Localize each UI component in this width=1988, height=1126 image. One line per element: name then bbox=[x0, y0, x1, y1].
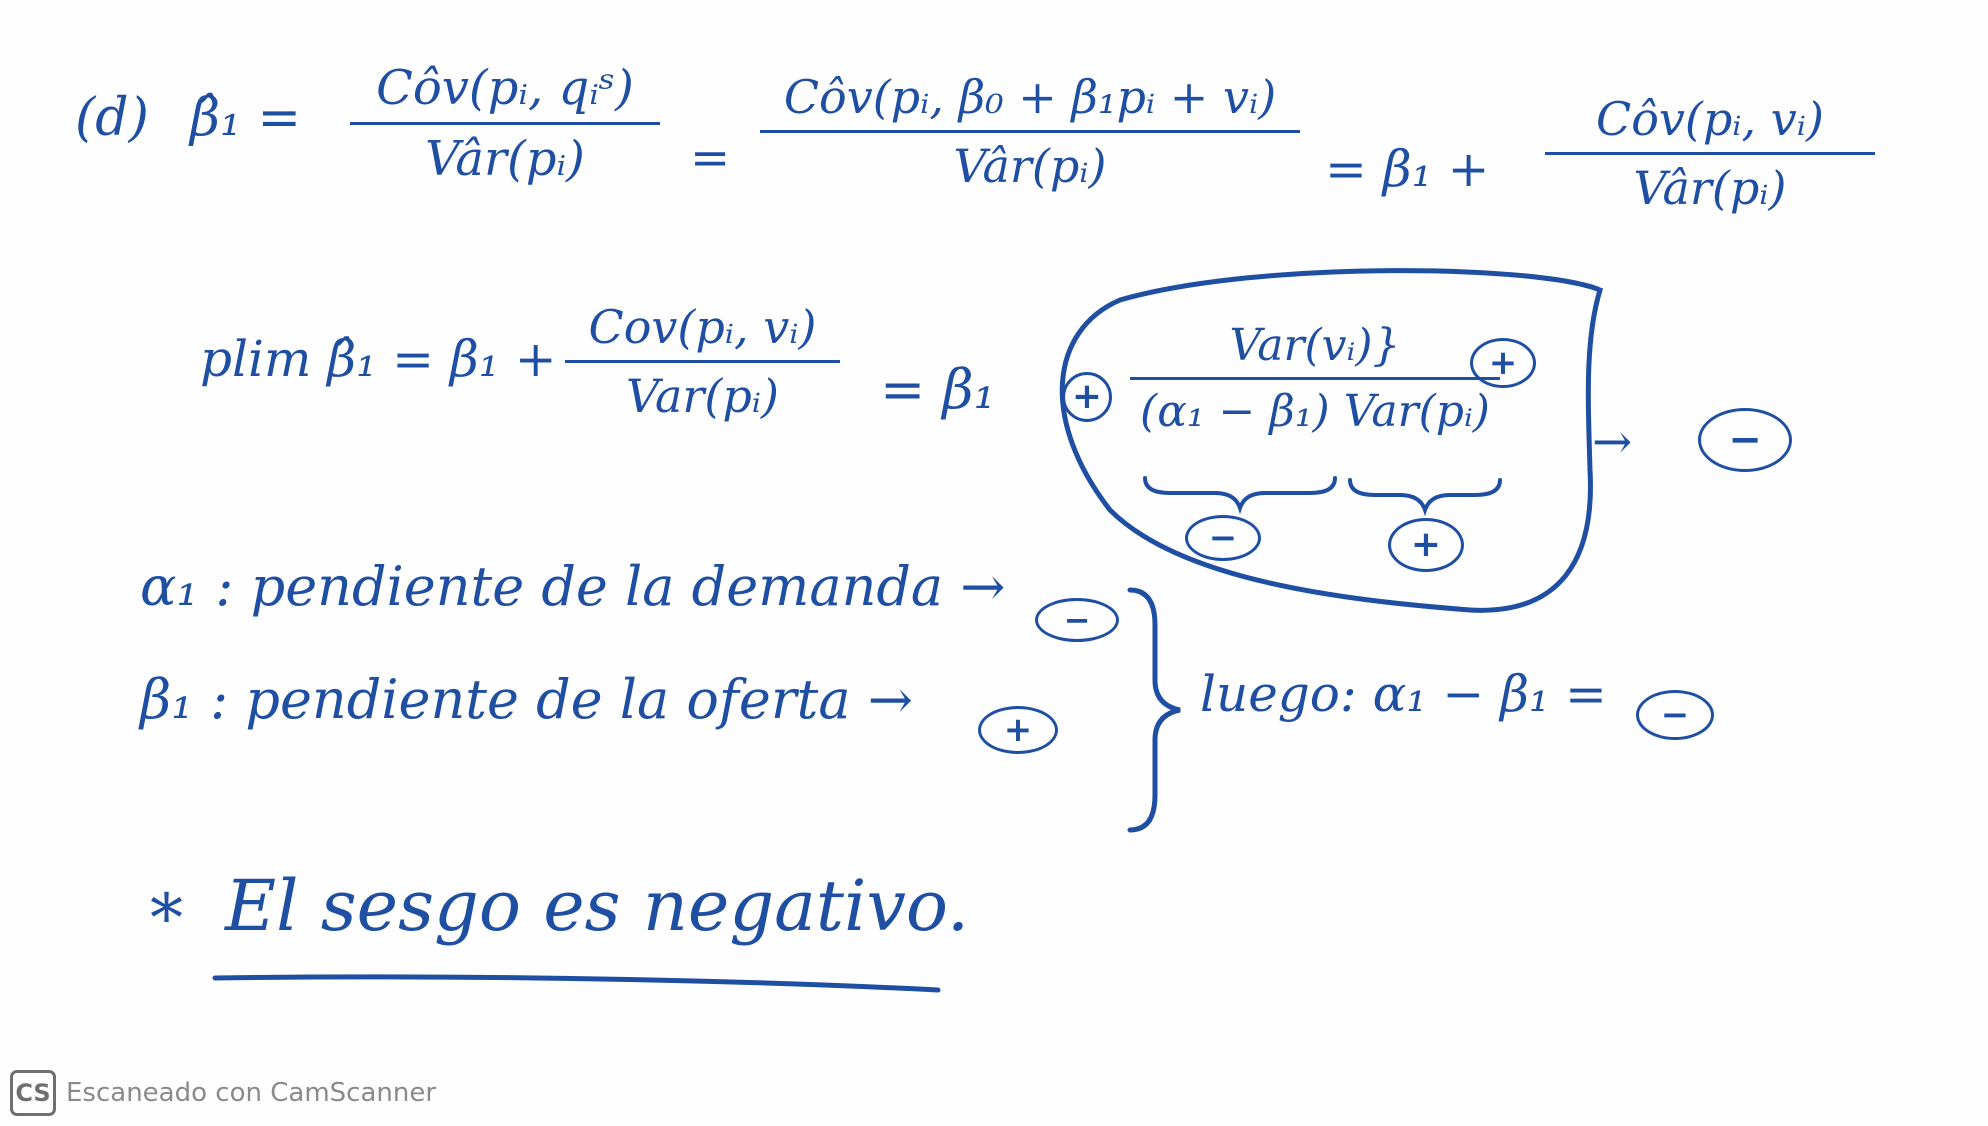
bias-loop bbox=[1062, 271, 1600, 611]
watermark-text: Escaneado con CamScanner bbox=[66, 1078, 437, 1108]
fraction-denominator: (α₁ − β₁) Var(pᵢ) bbox=[1140, 386, 1490, 437]
minus-circle-icon: − bbox=[1035, 598, 1119, 642]
camscanner-watermark bbox=[10, 1068, 436, 1118]
camscanner-logo: CS bbox=[10, 1070, 56, 1116]
fraction-denominator: Vâr(pᵢ) bbox=[953, 139, 1107, 193]
minus-circle-icon: − bbox=[1698, 408, 1792, 472]
plus-circle-icon: + bbox=[978, 706, 1058, 754]
fraction-denominator: Vâr(pᵢ) bbox=[425, 131, 585, 187]
alpha-definition: α₁ : pendiente de la demanda → bbox=[140, 555, 1006, 618]
minus-circle-icon: − bbox=[1185, 515, 1261, 561]
fraction-numerator: Côv(pᵢ, vᵢ) bbox=[1596, 92, 1824, 146]
conclusion-underline bbox=[215, 977, 938, 990]
equals-sign: = bbox=[690, 130, 731, 186]
brace-result: luego: α₁ − β₁ = bbox=[1200, 665, 1607, 723]
fraction-numerator: Var(vᵢ)} bbox=[1229, 320, 1401, 371]
underbrace-right bbox=[1350, 480, 1500, 510]
beta-hat-lhs: β̂₁ = bbox=[190, 88, 302, 148]
plus-circle-icon: + bbox=[1062, 372, 1112, 422]
arrow-right: → bbox=[1592, 414, 1633, 470]
fraction-denominator: Var(pᵢ) bbox=[625, 369, 779, 423]
equals-beta-plus: = β₁ + bbox=[1325, 140, 1490, 198]
minus-circle-icon: − bbox=[1636, 690, 1714, 740]
fraction-numerator: Côv(pᵢ, qᵢˢ) bbox=[376, 60, 634, 116]
underbrace-left bbox=[1145, 478, 1335, 508]
plim-lhs: plim β̂₁ = β₁ + bbox=[200, 330, 557, 388]
conclusion-text: El sesgo es negativo. bbox=[225, 865, 970, 947]
beta-definition: β₁ : pendiente de la oferta → bbox=[140, 668, 913, 731]
fraction-numerator: Côv(pᵢ, β₀ + β₁pᵢ + vᵢ) bbox=[783, 70, 1277, 124]
fraction-numerator: Cov(pᵢ, vᵢ) bbox=[588, 300, 817, 354]
conclusion-star: * bbox=[150, 880, 183, 957]
plus-circle-icon: + bbox=[1470, 338, 1536, 388]
plus-circle-icon: + bbox=[1388, 518, 1464, 572]
part-label: (d) bbox=[75, 88, 149, 148]
fraction-denominator: Vâr(pᵢ) bbox=[1633, 161, 1787, 215]
right-brace bbox=[1130, 590, 1180, 830]
equals-beta: = β₁ bbox=[880, 358, 996, 421]
